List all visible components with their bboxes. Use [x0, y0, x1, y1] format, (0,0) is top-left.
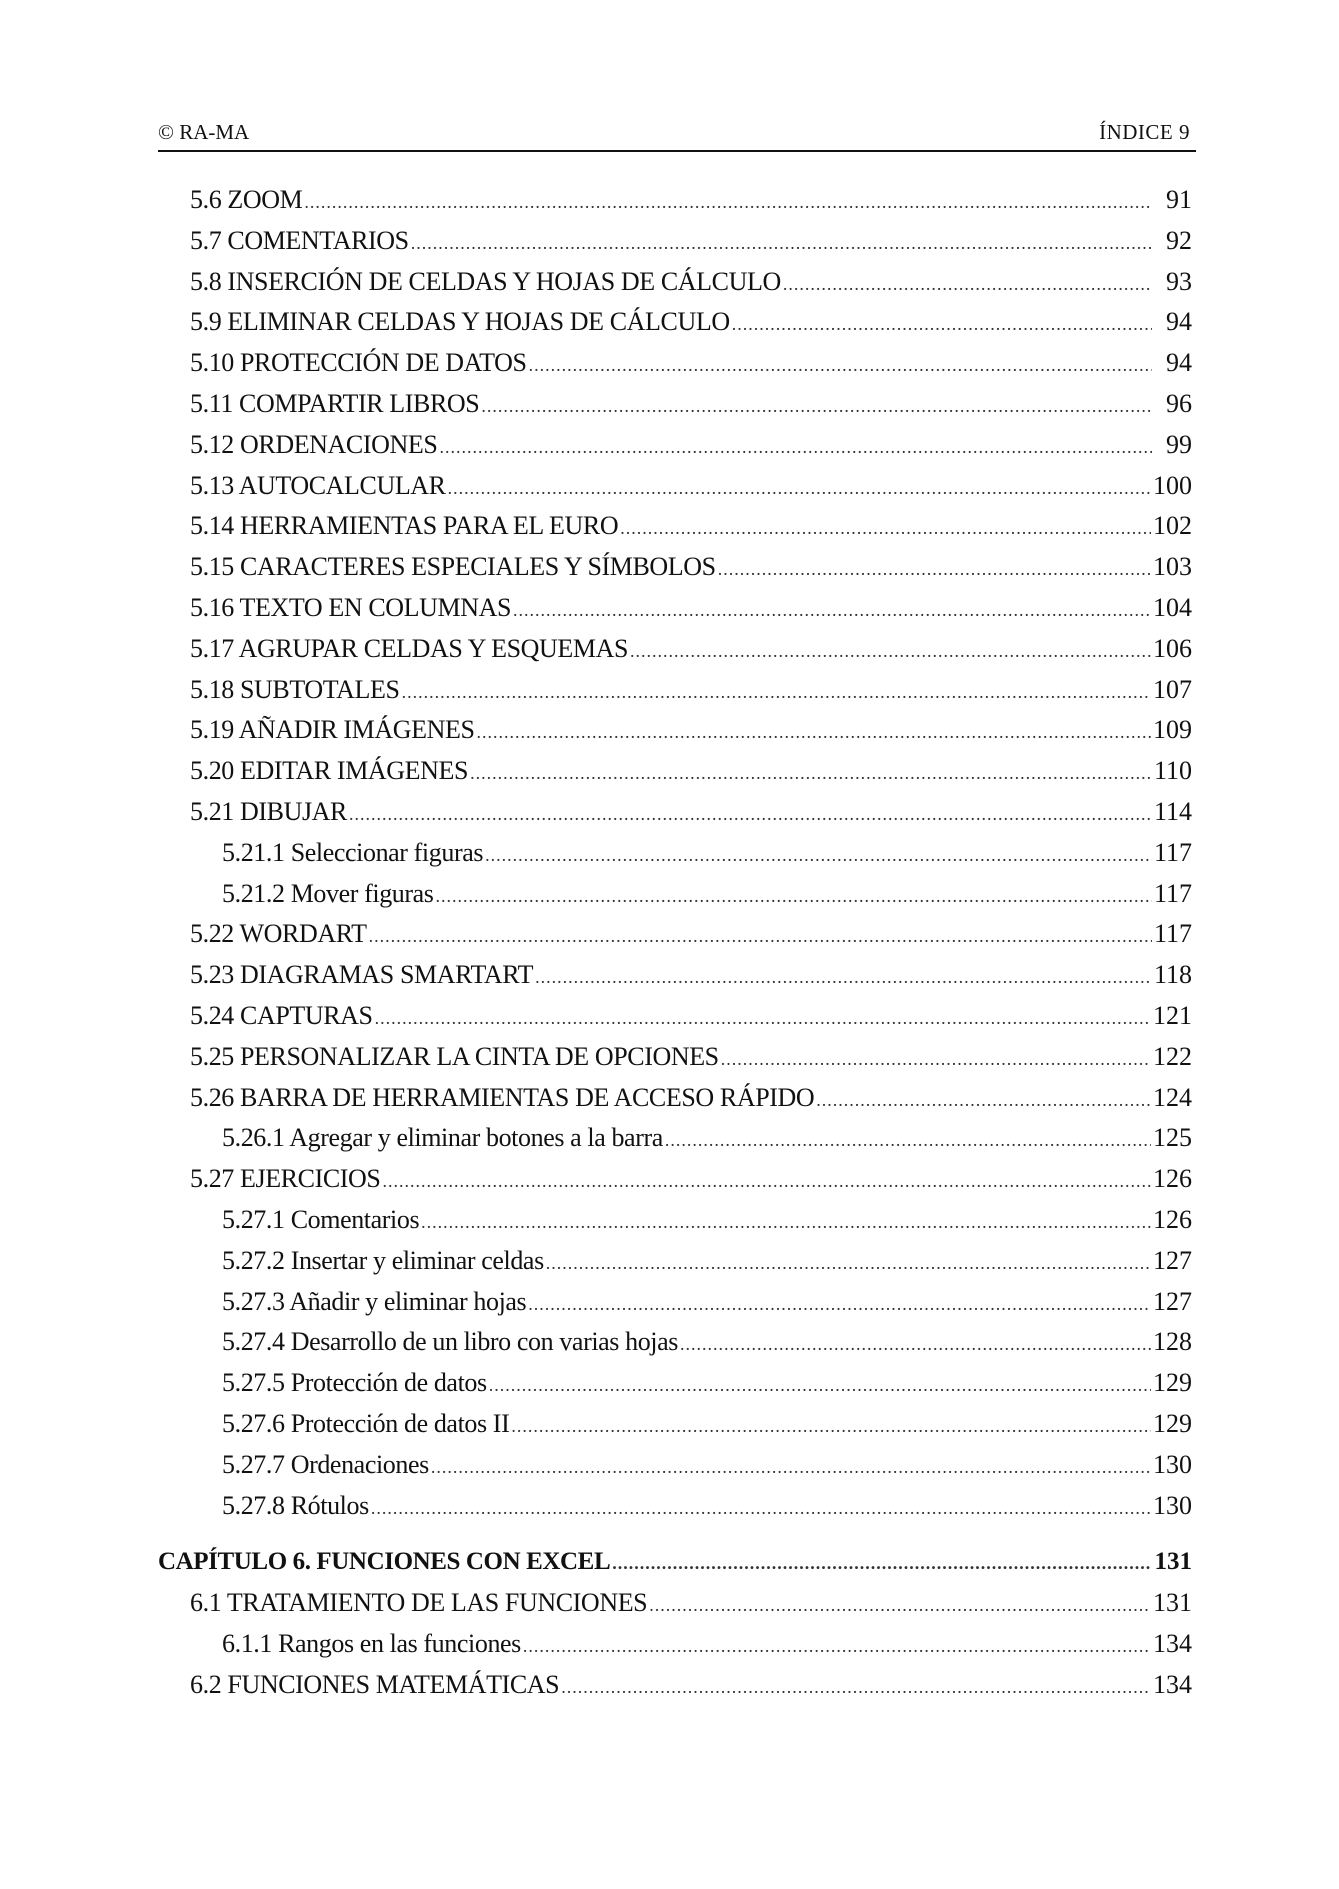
dot-leader — [513, 590, 1151, 630]
toc-entry-title: 5.21.2 Mover figuras — [222, 878, 434, 908]
dot-leader — [783, 264, 1152, 304]
toc-entry-title: 5.10 PROTECCIÓN DE DATOS — [190, 348, 527, 378]
toc-entry[interactable] — [158, 1118, 1196, 1159]
dot-leader — [816, 1080, 1151, 1120]
toc-entry-page-number: 130 — [1153, 1490, 1192, 1520]
toc-entry-page-number: 106 — [1153, 633, 1192, 663]
toc-entry[interactable] — [158, 384, 1196, 425]
toc-entry-title: 5.12 ORDENACIONES — [190, 429, 438, 459]
toc-entry-title: 5.6 ZOOM — [190, 185, 303, 214]
toc-entry-page-number: 124 — [1153, 1082, 1192, 1112]
toc-entry-title: 5.27.1 Comentarios — [222, 1204, 420, 1234]
dot-leader — [665, 1120, 1151, 1160]
dot-leader — [489, 1365, 1151, 1405]
toc-entry[interactable] — [158, 1665, 1196, 1706]
toc-entry-title: 6.1 TRATAMIENTO DE LAS FUNCIONES — [190, 1588, 648, 1618]
toc-entry-title: 5.27.7 Ordenaciones — [222, 1449, 429, 1479]
dot-leader — [375, 998, 1151, 1038]
toc-entry-page-number: 91 — [1166, 185, 1192, 214]
toc-entry-page-number: 129 — [1153, 1368, 1192, 1398]
toc-entry-page-number: 125 — [1153, 1123, 1192, 1153]
toc-entry[interactable] — [158, 466, 1196, 507]
toc-entry-title: 5.7 COMENTARIOS — [190, 225, 409, 255]
toc-entry[interactable] — [158, 1241, 1196, 1282]
toc-entry-title: 5.27.8 Rótulos — [222, 1490, 369, 1520]
dot-leader — [680, 1324, 1151, 1364]
toc-entry-page-number: 100 — [1153, 470, 1192, 500]
dot-leader — [630, 631, 1151, 671]
publisher-mark: © RA-MA — [158, 120, 250, 144]
toc-entry-title: 5.21.1 Seleccionar figuras — [222, 837, 484, 867]
toc-entry-page-number: 109 — [1153, 715, 1192, 745]
toc-entry[interactable] — [158, 1445, 1196, 1486]
toc-entry-page-number: 130 — [1153, 1449, 1192, 1479]
toc-entry-page-number: 117 — [1153, 837, 1192, 867]
toc-entry-title: 5.19 AÑADIR IMÁGENES — [190, 715, 475, 745]
dot-leader — [481, 386, 1152, 426]
dot-leader — [649, 1585, 1151, 1625]
toc-entry[interactable] — [158, 302, 1196, 343]
toc-entry[interactable] — [158, 1404, 1196, 1445]
toc-entry[interactable] — [158, 221, 1196, 262]
toc-entry-title: 6.2 FUNCIONES MATEMÁTICAS — [190, 1669, 560, 1699]
toc-entry-page-number: 110 — [1153, 756, 1192, 786]
toc-entry-page-number: 118 — [1153, 960, 1192, 990]
toc-entry-page-number: 94 — [1166, 307, 1192, 337]
toc-entry-title: 5.22 WORDART — [190, 919, 367, 949]
toc-entry-title: 5.23 DIAGRAMAS SMARTART — [190, 960, 534, 990]
toc-entry-title: CAPÍTULO 6. FUNCIONES CON EXCEL — [158, 1548, 611, 1576]
toc-entry-title: 5.11 COMPARTIR LIBROS — [190, 388, 480, 418]
toc-entry-title: 5.20 EDITAR IMÁGENES — [190, 756, 469, 786]
toc-entry[interactable] — [158, 547, 1196, 588]
dot-leader — [371, 1488, 1151, 1528]
dot-leader — [523, 1626, 1151, 1666]
toc-entry-title: 5.27.3 Añadir y eliminar hojas — [222, 1286, 527, 1316]
dot-leader — [529, 345, 1152, 385]
toc-entry[interactable] — [158, 792, 1196, 833]
toc-entry[interactable] — [158, 914, 1196, 955]
toc-entry[interactable] — [158, 751, 1196, 792]
toc-entry[interactable] — [158, 506, 1196, 547]
toc-entry-page-number: 126 — [1153, 1204, 1192, 1234]
toc-entry-page-number: 129 — [1153, 1408, 1192, 1438]
toc-entry-title: 5.9 ELIMINAR CELDAS Y HOJAS DE CÁLCULO — [190, 307, 730, 337]
toc-entry-title: 5.27.4 Desarrollo de un libro con varias hojas — [222, 1327, 678, 1357]
toc-entry-page-number: 134 — [1153, 1669, 1192, 1699]
toc-entry-page-number: 122 — [1153, 1041, 1192, 1071]
toc-entry[interactable] — [158, 343, 1196, 384]
dot-leader — [535, 957, 1152, 997]
toc-entry[interactable] — [158, 1078, 1196, 1119]
dot-leader — [402, 672, 1151, 712]
toc-entry-title: 6.1.1 Rangos en las funciones — [222, 1628, 521, 1658]
toc-entry-title: 5.27.6 Protección de datos II — [222, 1408, 510, 1438]
toc-entry-title: 5.8 INSERCIÓN DE CELDAS Y HOJAS DE CÁLCULO — [190, 266, 781, 296]
dot-leader — [421, 1202, 1151, 1242]
toc-entry-title: 5.15 CARACTERES ESPECIALES Y SÍMBOLOS — [190, 552, 716, 582]
dot-leader — [411, 223, 1152, 263]
toc-entry-title: 5.14 HERRAMIENTAS PARA EL EURO — [190, 511, 619, 541]
toc-entry-page-number: 127 — [1153, 1286, 1192, 1316]
toc-entry-title: 5.25 PERSONALIZAR LA CINTA DE OPCIONES — [190, 1041, 719, 1071]
toc-entry[interactable] — [158, 1624, 1196, 1665]
dot-leader — [349, 794, 1152, 834]
toc-entry-title: 5.16 TEXTO EN COLUMNAS — [190, 592, 512, 622]
toc-entry-page-number: 128 — [1153, 1327, 1192, 1357]
toc-entry[interactable] — [158, 1486, 1196, 1527]
toc-entry[interactable] — [158, 833, 1196, 874]
toc-entry-title: 5.27.2 Insertar y eliminar celdas — [222, 1245, 544, 1275]
toc-entry-title: 5.26 BARRA DE HERRAMIENTAS DE ACCESO RÁPIDO — [190, 1082, 815, 1112]
dot-leader — [511, 1406, 1151, 1446]
dot-leader — [477, 712, 1151, 752]
dot-leader — [439, 427, 1152, 467]
toc-entry-title: 5.17 AGRUPAR CELDAS Y ESQUEMAS — [190, 633, 629, 663]
dot-leader — [470, 753, 1152, 793]
toc-entry[interactable] — [158, 1159, 1196, 1200]
toc-entry-title: 5.26.1 Agregar y eliminar botones a la barra — [222, 1123, 663, 1153]
dot-leader — [718, 549, 1151, 589]
toc-entry[interactable] — [158, 1200, 1196, 1241]
toc-entry[interactable] — [158, 425, 1196, 466]
toc-entry-page-number: 93 — [1166, 266, 1192, 296]
toc-entry[interactable] — [158, 874, 1196, 915]
toc-entry[interactable] — [158, 670, 1196, 711]
toc-entry-page-number: 117 — [1153, 919, 1192, 949]
toc-entry[interactable] — [158, 588, 1196, 629]
toc-entry-title: 5.24 CAPTURAS — [190, 1000, 373, 1030]
dot-leader — [546, 1243, 1151, 1283]
toc-entry-title: 5.27.5 Protección de datos — [222, 1368, 487, 1398]
dot-leader — [369, 916, 1152, 956]
dot-leader — [732, 304, 1152, 344]
dot-leader — [561, 1667, 1151, 1707]
toc-entry[interactable] — [158, 996, 1196, 1037]
toc-entry-page-number: 131 — [1153, 1588, 1192, 1618]
dot-leader — [436, 876, 1152, 916]
toc-entry-page-number: 103 — [1153, 552, 1192, 582]
toc-entry-page-number: 114 — [1153, 796, 1192, 826]
toc-entry[interactable] — [158, 629, 1196, 670]
page-header — [158, 118, 1196, 152]
toc-entry-page-number: 99 — [1166, 429, 1192, 459]
toc-entry[interactable] — [158, 262, 1196, 303]
toc-entry-page-number: 126 — [1153, 1164, 1192, 1194]
toc-entry-title: 5.18 SUBTOTALES — [190, 674, 400, 704]
toc-entry-page-number: 104 — [1153, 592, 1192, 622]
toc-entry[interactable] — [158, 710, 1196, 751]
toc-entry-page-number: 117 — [1153, 878, 1192, 908]
toc-entry[interactable] — [158, 180, 1196, 221]
dot-leader — [721, 1039, 1151, 1079]
toc-entry-title: 5.13 AUTOCALCULAR — [190, 470, 446, 500]
dot-leader — [620, 508, 1151, 548]
toc-entry-page-number: 94 — [1166, 348, 1192, 378]
dot-leader — [431, 1447, 1151, 1487]
dot-leader — [528, 1284, 1151, 1324]
dot-leader — [304, 182, 1152, 222]
toc-entry-page-number: 131 — [1154, 1548, 1192, 1576]
toc-entry[interactable] — [158, 955, 1196, 996]
toc-entry-page-number: 107 — [1153, 674, 1192, 704]
toc-entry-page-number: 121 — [1153, 1000, 1192, 1030]
toc-entry-page-number: 92 — [1166, 225, 1192, 255]
table-of-contents — [158, 180, 1196, 1705]
toc-entry-title: 5.27 EJERCICIOS — [190, 1164, 381, 1194]
toc-entry[interactable] — [158, 1583, 1196, 1624]
toc-chapter-entry[interactable] — [158, 1542, 1196, 1583]
toc-entry-title: 5.21 DIBUJAR — [190, 796, 347, 826]
dot-leader — [485, 835, 1152, 875]
dot-leader — [382, 1161, 1151, 1201]
toc-entry[interactable] — [158, 1037, 1196, 1078]
toc-entry[interactable] — [158, 1363, 1196, 1404]
toc-entry[interactable] — [158, 1322, 1196, 1363]
dot-leader — [448, 468, 1151, 508]
toc-entry-page-number: 127 — [1153, 1245, 1192, 1275]
dot-leader — [612, 1543, 1152, 1583]
toc-entry-page-number: 134 — [1153, 1628, 1192, 1658]
toc-entry-page-number: 96 — [1166, 388, 1192, 418]
toc-entry-page-number: 102 — [1153, 511, 1192, 541]
toc-entry[interactable] — [158, 1282, 1196, 1323]
running-title: ÍNDICE 9 — [1099, 120, 1190, 144]
